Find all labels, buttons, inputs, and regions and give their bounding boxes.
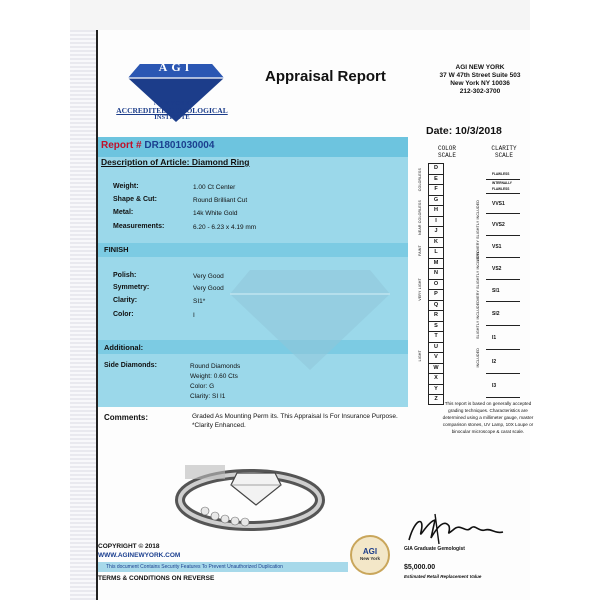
- finish-value: Very Good: [193, 285, 224, 292]
- color-grade: F: [428, 184, 444, 195]
- clarity-band-label: VERY SLIGHTLY INCLUDED: [476, 250, 480, 301]
- additional-heading: Additional:: [104, 343, 144, 352]
- appraiser-signature: [405, 510, 515, 550]
- color-grade: K: [428, 237, 444, 248]
- clarity-grade: SI1: [486, 280, 520, 302]
- clarity-band-label: INCLUDED: [476, 348, 480, 368]
- ring-photo: [175, 445, 325, 533]
- color-grade: O: [428, 279, 444, 290]
- color-grade: E: [428, 174, 444, 185]
- color-band-label: NEAR COLORLESS: [418, 200, 422, 235]
- color-grade: G: [428, 195, 444, 206]
- color-grade: N: [428, 268, 444, 279]
- finish-label: Color:: [113, 311, 134, 318]
- appraiser-title: GIA Graduate Gemologist: [404, 546, 465, 552]
- logo-text: AGI: [158, 60, 194, 74]
- color-band-label: LIGHT: [418, 350, 422, 362]
- comments-text: Graded As Mounting Perm its. This Appraisal Is For Insurance Purpose. *Clarity Enhanced.: [192, 413, 398, 429]
- color-grade: M: [428, 258, 444, 269]
- page-title: Appraisal Report: [265, 68, 386, 85]
- footer-info: COPYRIGHT © 2018 WWW.AGINEWYORK.COM: [98, 543, 181, 559]
- color-grade: I: [428, 216, 444, 227]
- color-grade: U: [428, 342, 444, 353]
- finish-label: Polish:: [113, 272, 137, 279]
- clarity-grade: VS2: [486, 258, 520, 280]
- clarity-grade: I2: [486, 350, 520, 374]
- finish-band: [98, 243, 408, 257]
- color-grade: R: [428, 310, 444, 321]
- color-grade: Q: [428, 300, 444, 311]
- spec-value: 6.20 - 6.23 x 4.19 mm: [193, 224, 257, 231]
- clarity-scale-heading: CLARITY SCALE: [491, 145, 517, 159]
- color-band-label: COLORLESS: [418, 168, 422, 192]
- clarity-grade: I3: [486, 374, 520, 398]
- color-grade: W: [428, 363, 444, 374]
- clarity-scale: [486, 168, 520, 398]
- agi-seal-icon: AGI New York: [350, 535, 390, 575]
- terms-notice: TERMS & CONDITIONS ON REVERSE: [98, 575, 215, 582]
- color-grade: V: [428, 352, 444, 363]
- top-margin: [70, 0, 530, 30]
- report-number: Report # DR1801030004: [101, 140, 215, 151]
- finish-label: Symmetry:: [113, 284, 150, 291]
- clarity-band-label: VERY VERY SLIGHTLY INCLUDED: [476, 200, 480, 262]
- side-diamonds-label: Side Diamonds:: [104, 362, 157, 369]
- report-date: Date: 10/3/2018: [426, 125, 502, 137]
- clarity-grade: FLAWLESS: [486, 168, 520, 180]
- spec-label: Shape & Cut:: [113, 196, 157, 203]
- finish-label: Clarity:: [113, 297, 138, 304]
- clarity-grade: VVS2: [486, 214, 520, 236]
- company-address: AGI NEW YORK 37 W 47th Street Suite 503 New York NY 10036 212-302-3700: [439, 64, 521, 95]
- spec-label: Measurements:: [113, 223, 165, 230]
- security-notice: This document Contains Security Features To Prevent Unauthorized Duplication: [98, 562, 348, 572]
- color-grade: J: [428, 226, 444, 237]
- logo-caption: NEW YORK ACCREDITED GEMOLOGICAL INSTITUTE: [116, 100, 228, 121]
- security-strip: [70, 30, 96, 600]
- clarity-grade: SI2: [486, 302, 520, 326]
- color-grade: Y: [428, 384, 444, 395]
- color-scale: [428, 163, 444, 405]
- clarity-grade: I1: [486, 326, 520, 350]
- color-grade: P: [428, 289, 444, 300]
- color-grade: L: [428, 247, 444, 258]
- spec-value: Round Brilliant Cut: [193, 197, 248, 204]
- appraised-value-label: Estimated Retail Replacement Value: [404, 574, 482, 579]
- spec-label: Weight:: [113, 183, 139, 190]
- finish-value: Very Good: [193, 273, 224, 280]
- grading-note: This report is based on generally accepted grading techniques. Characteristics are determined using a millimeter gauge, master comparison stones, UV Lamp, 10X Loupe or binocular microscope & carat scale.: [442, 401, 534, 434]
- finish-heading: FINISH: [104, 245, 129, 254]
- watermark-diamond-icon: [230, 260, 390, 370]
- finish-value: SI1*: [193, 298, 206, 305]
- article-description: Description of Article: Diamond Ring: [101, 157, 250, 167]
- clarity-band-label: SLIGHTLY INCLUDED: [476, 300, 480, 339]
- clarity-grade: VVS1: [486, 194, 520, 214]
- appraised-value: $5,000.00: [404, 564, 436, 571]
- spec-value: 14k White Gold: [193, 210, 238, 217]
- color-grade: H: [428, 205, 444, 216]
- color-grade: S: [428, 321, 444, 332]
- spec-value: 1.00 Ct Center: [193, 184, 236, 191]
- spec-label: Metal:: [113, 209, 134, 216]
- comments-label: Comments:: [104, 413, 149, 422]
- website-link[interactable]: WWW.AGINEWYORK.COM: [98, 552, 181, 559]
- color-grade: D: [428, 163, 444, 174]
- color-band-label: FAINT: [418, 245, 422, 256]
- side-diamonds-value: Round Diamonds Weight: 0.60 Cts Color: G Clarity: SI I1: [190, 363, 241, 400]
- color-band-label: VERY LIGHT: [418, 278, 422, 301]
- color-scale-heading: COLOR SCALE: [437, 145, 456, 159]
- color-grade: T: [428, 331, 444, 342]
- finish-value: I: [193, 312, 195, 319]
- clarity-grade: VS1: [486, 236, 520, 258]
- clarity-grade: INTERNALLY FLAWLESS: [486, 180, 520, 194]
- color-grade: Z: [428, 394, 444, 405]
- color-grade: X: [428, 373, 444, 384]
